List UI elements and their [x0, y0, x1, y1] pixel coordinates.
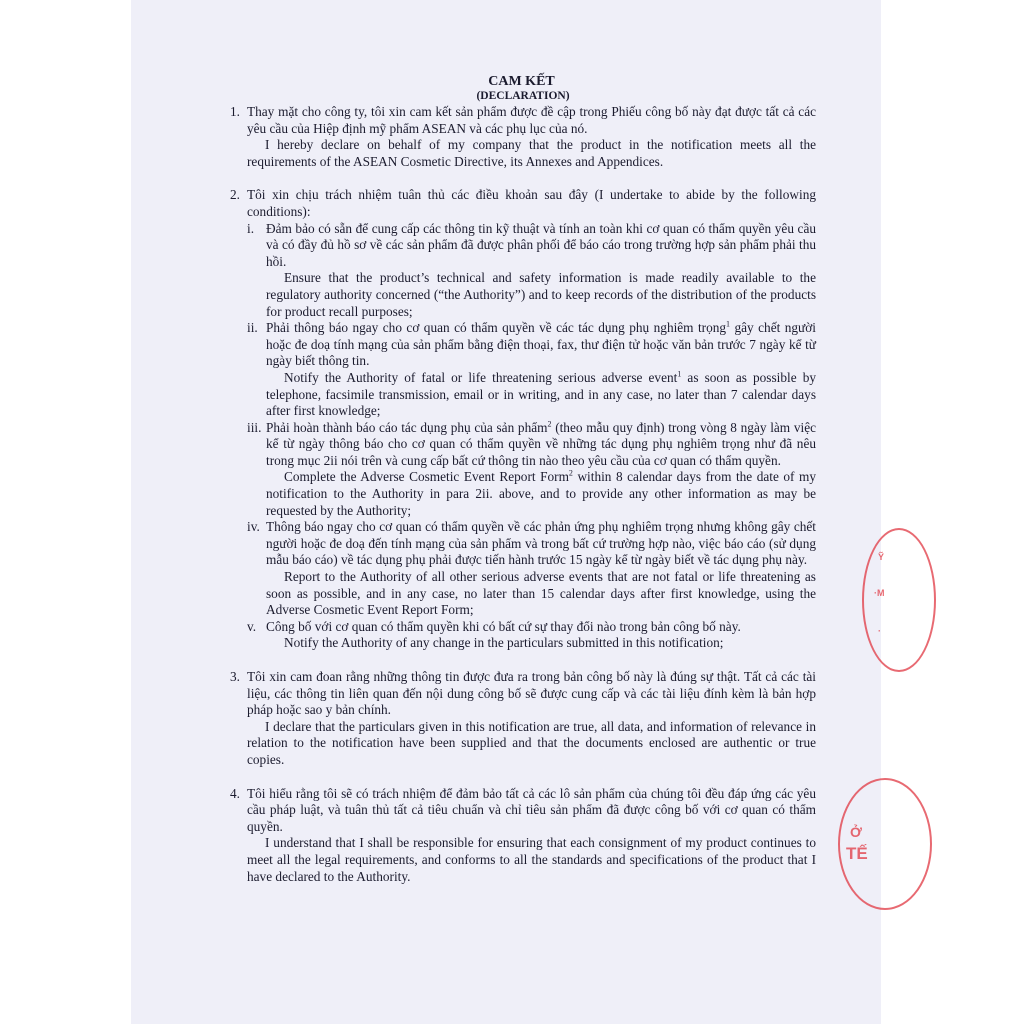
subclause-vietnamese-text: Công bố với cơ quan có thẩm quyền khi có bất cứ sự thay đổi nào trong bản công bố này.	[266, 618, 741, 634]
document-title: CAM KẾT	[488, 74, 555, 89]
subclause-iii	[247, 420, 816, 520]
clause-vietnamese-text: Tôi hiểu rằng tôi sẽ có trách nhiệm để đảm bảo tất cả các lô sản phẩm của chúng tôi đều đáp ứng các yêu cầu pháp luật, và tuân thủ tất cả tiêu chuẩn và chỉ tiêu sản phẩm đã được công bố với cơ quan có thẩm quyền.	[247, 785, 816, 834]
subclause-number: ii.	[247, 320, 258, 336]
subclause-number: iii.	[247, 419, 262, 435]
clause-english-text: I hereby declare on behalf of my company that the product in the notification meets all the requirements of the ASEAN Cosmetic Directive, its Annexes and Appendices.	[247, 137, 816, 169]
stamp-text: ·	[878, 626, 881, 636]
red-seal-stamp-upper	[862, 528, 936, 672]
subclause-v	[247, 619, 816, 652]
clause-number: 3.	[230, 669, 240, 684]
subclause-english-text: Complete the Adverse Cosmetic Event Report Form$^2$ within 8 calendar days from the date of my notification to the Authority in para 2ii. above, and to provide any other information as may be requested by the Authority;	[266, 469, 816, 518]
stamp-text: Ở	[850, 824, 862, 840]
stamp-text: TẾ	[846, 844, 868, 863]
subclause-english-text: Ensure that the product’s technical and safety information is made readily available to the regulatory authority concerned (“the Authority”) and to keep records of the distribution of the products for product recall purposes;	[266, 270, 816, 319]
subclause-english-text: Notify the Authority of any change in the particulars submitted in this notification;	[284, 635, 724, 651]
subclause-vietnamese-text: Thông báo ngay cho cơ quan có thẩm quyền về các phản ứng phụ nghiêm trọng nhưng không gây chết người hoặc đe doạ đến tính mạng của sản phẩm và trong bất cứ trường hợp nào, việc báo cáo (sử dụng mẫu báo cáo) về tác dụng phụ phải được tiến hành trước 15 ngày kể từ ngày biết về tác dụng phụ này.	[266, 519, 816, 568]
footnote-mark: 2	[547, 419, 552, 429]
subclause-number: i.	[247, 220, 255, 236]
clause-english-text: I declare that the particulars given in this notification are true, all data, and information of relevance in relation to the notification have been supplied and that the documents enclosed are authentic or true copies.	[247, 718, 816, 767]
subclause-number: v.	[247, 618, 257, 634]
subclause-number: iv.	[247, 519, 260, 535]
red-seal-stamp-lower	[838, 778, 932, 910]
footnote-mark: 1	[677, 369, 682, 379]
clause-number: 1.	[230, 104, 240, 119]
clause-vietnamese-text: Tôi xin cam đoan rằng những thông tin được đưa ra trong bản công bố này là đúng sự thật. Tất cả các tài liệu, các thông tin liên quan đến nội dung công bố sẽ được cung cấp và các tài liệu đính kèm là bản hợp pháp hoặc sao y bản chính.	[247, 669, 816, 718]
clause-3	[230, 669, 816, 769]
subclause-iv	[247, 519, 816, 619]
clause-english-text: I understand that I shall be responsible for ensuring that each consignment of my product continues to meet all the legal requirements, and conforms to all the standards and specifications of the product that I have declared to the Authority.	[247, 835, 816, 884]
footnote-mark: 2	[568, 469, 573, 479]
clause-vietnamese-text: Thay mặt cho công ty, tôi xin cam kết sản phẩm được đề cập trong Phiếu công bố này đạt được tất cả các yêu cầu của Hiệp định mỹ phẩm ASEAN và các phụ lục của nó.	[247, 104, 816, 136]
stamp-text: ·M	[874, 588, 885, 598]
subclause-ii	[247, 320, 816, 420]
clause-2	[230, 187, 816, 652]
subclause-english-text: Report to the Authority of all other serious adverse events that are not fatal or life threatening as soon as possible, and in any case, no later than 15 calendar days after first knowledge, using the Adverse Cosmetic Event Report Form;	[266, 569, 816, 618]
subclause-vietnamese-text: Phải hoàn thành báo cáo tác dụng phụ của sản phẩm$^2$ (theo mẫu quy định) trong vòng 8 ngày làm việc kể từ ngày thông báo cho cơ quan có thẩm quyền về những tác dụng phụ nghiêm trọng như đã nêu trong mục 2ii nói trên và cung cấp bất cứ thông tin nào theo yêu cầu của cơ quan có thẩm quyền.	[266, 419, 816, 468]
footnote-mark: 1	[726, 319, 731, 329]
subclause-i	[247, 221, 816, 321]
clause-vietnamese-text: Tôi xin chịu trách nhiệm tuân thủ các điều khoản sau đây (I undertake to abide by the following conditions):	[247, 187, 816, 219]
document-subtitle: (DECLARATION)	[476, 90, 570, 102]
stamp-text: Ỹ	[878, 552, 885, 562]
subclause-vietnamese-text: Phải thông báo ngay cho cơ quan có thẩm quyền về các tác dụng phụ nghiêm trọng$^1$ gây chết người hoặc đe doạ tính mạng của sản phẩm bằng điện thoại, fax, thư điện tử hoặc văn bản trước 7 ngày kể từ ngày biết thông tin.	[266, 319, 816, 369]
declaration-document	[230, 74, 816, 885]
clause-1	[230, 104, 816, 170]
clause-number: 2.	[230, 187, 240, 203]
subclause-vietnamese-text: Đảm bảo có sẵn để cung cấp các thông tin kỹ thuật và tính an toàn khi cơ quan có thẩm quyền yêu cầu và có đầy đủ hồ sơ về các sản phẩm đã được phân phối để báo cáo trong trường hợp sản phẩm phải thu hồi.	[266, 220, 816, 269]
clause-number: 4.	[230, 785, 240, 801]
subclause-english-text: Notify the Authority of fatal or life threatening serious adverse event$^1$ as soon as possible by telephone, facsimile transmission, email or in writing, and in any case, no later than 7 calendar days after first knowledge;	[266, 369, 816, 419]
clause-4	[230, 786, 816, 886]
